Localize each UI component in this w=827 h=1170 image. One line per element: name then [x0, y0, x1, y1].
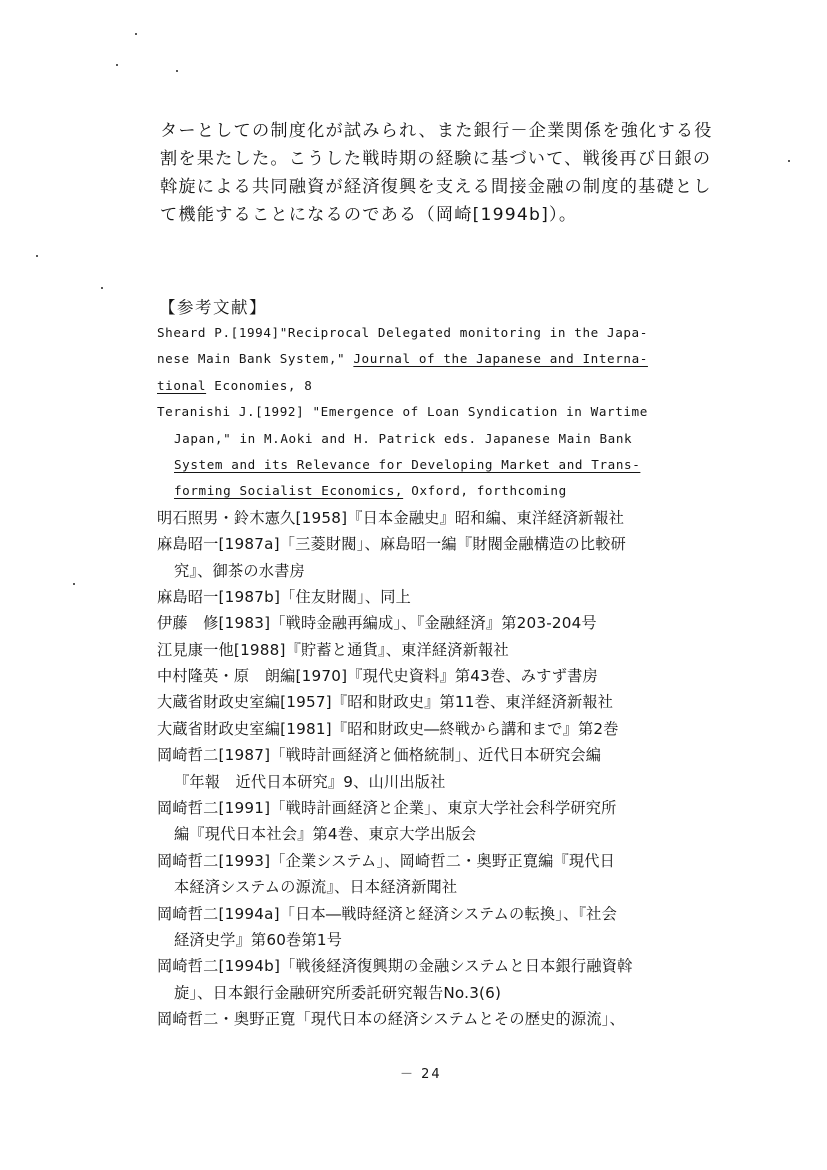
scan-speck	[788, 160, 790, 162]
reference-line	[157, 346, 702, 372]
reference-line	[157, 399, 702, 425]
reference-line: 麻島昭一[1987a]「三菱財閥」、麻島昭一編『財閥金融構造の比較研	[157, 535, 627, 554]
reference-line	[157, 478, 702, 504]
book-title: forming Socialist Economics,	[174, 483, 404, 499]
reference-line: 大蔵省財政史室編[1981]『昭和財政史―終戦から講和まで』第2巻	[157, 719, 619, 738]
paragraph-line: て機能することになるのである（岡崎[1994b]）。	[160, 205, 578, 225]
reference-line: 大蔵省財政史室編[1957]『昭和財政史』第11巻、東洋経済新報社	[157, 693, 614, 712]
reference-line: 岡崎哲二・奥野正寛「現代日本の経済システムとその歴史的源流」、	[157, 1010, 625, 1029]
reference-line: 岡崎哲二[1993]「企業システム」、岡崎哲二・奥野正寛編『現代日	[157, 851, 616, 870]
scan-speck	[73, 583, 75, 585]
reference-line	[157, 426, 702, 452]
page-number: － 24	[400, 1067, 442, 1082]
journal-title: tional	[157, 377, 207, 393]
journal-title: Journal of the Japanese and Interna-	[353, 351, 648, 367]
reference-line: 岡崎哲二[1987]「戦時計画経済と価格統制」、近代日本研究会編	[157, 746, 602, 765]
book-title: System and its Relevance for Developing Market and Trans-	[174, 456, 641, 472]
scan-speck	[135, 33, 137, 35]
scan-speck	[116, 64, 118, 66]
scan-speck	[101, 287, 103, 289]
reference-line: 岡崎哲二[1991]「戦時計画経済と企業」、東京大学社会科学研究所	[157, 799, 617, 818]
reference-line: 岡崎哲二[1994a]「日本―戦時経済と経済システムの転換」、『社会	[157, 904, 617, 923]
reference-line: 麻島昭一[1987b]「住友財閥」、同上	[157, 587, 411, 606]
reference-text: Economies, 8	[206, 377, 313, 393]
reference-text: Teranishi J.[1992] "Emergence of Loan Syndication in Wartime	[157, 404, 648, 420]
paragraph-line: 割を果たした。こうした戦時期の経験に基づいて、戦後再び日銀の	[160, 149, 712, 169]
reference-line: 江見康一他[1988]『貯蓄と通貨』、東洋経済新報社	[157, 640, 509, 659]
reference-line: 『年報 近代日本研究』9、山川出版社	[174, 772, 446, 791]
reference-line: 本経済システムの源流』、日本経済新聞社	[174, 878, 458, 897]
body-paragraph	[160, 117, 713, 229]
references-list	[157, 320, 702, 1033]
reference-line: 明石照男・鈴木憲久[1958]『日本金融史』昭和編、東洋経済新報社	[157, 508, 625, 527]
reference-line: 伊藤 修[1983]「戦時金融再編成」、『金融経済』第203-204号	[157, 614, 597, 633]
scan-speck	[176, 70, 178, 72]
reference-line	[157, 320, 702, 346]
references-heading: 【参考文献】	[159, 298, 267, 317]
paragraph-line: ターとしての制度化が試みられ、また銀行－企業関係を強化する役	[160, 121, 713, 141]
reference-line	[157, 373, 702, 399]
reference-line: 究』、御茶の水書房	[174, 561, 305, 580]
reference-text: Japan," in M.Aoki and H. Patrick eds. Japanese Main Bank	[174, 430, 633, 446]
reference-text: nese Main Bank System,"	[157, 351, 354, 367]
scan-speck	[36, 255, 38, 257]
reference-line: 中村隆英・原 朗編[1970]『現代史資料』第43巻、みすず書房	[157, 667, 598, 686]
reference-line	[157, 452, 702, 478]
paragraph-line: 斡旋による共同融資が経済復興を支える間接金融の制度的基礎とし	[160, 177, 712, 197]
reference-line: 旋」、日本銀行金融研究所委託研究報告No.3(6)	[174, 983, 502, 1002]
reference-line: 経済史学』第60巻第1号	[174, 930, 343, 949]
reference-text: Oxford, forthcoming	[403, 483, 567, 499]
reference-text: Sheard P.[1994]"Reciprocal Delegated monitoring in the Japa-	[157, 325, 648, 340]
reference-line: 編『現代日本社会』第4巻、東京大学出版会	[174, 825, 477, 844]
reference-line: 岡崎哲二[1994b]「戦後経済復興期の金融システムと日本銀行融資斡	[157, 957, 633, 976]
